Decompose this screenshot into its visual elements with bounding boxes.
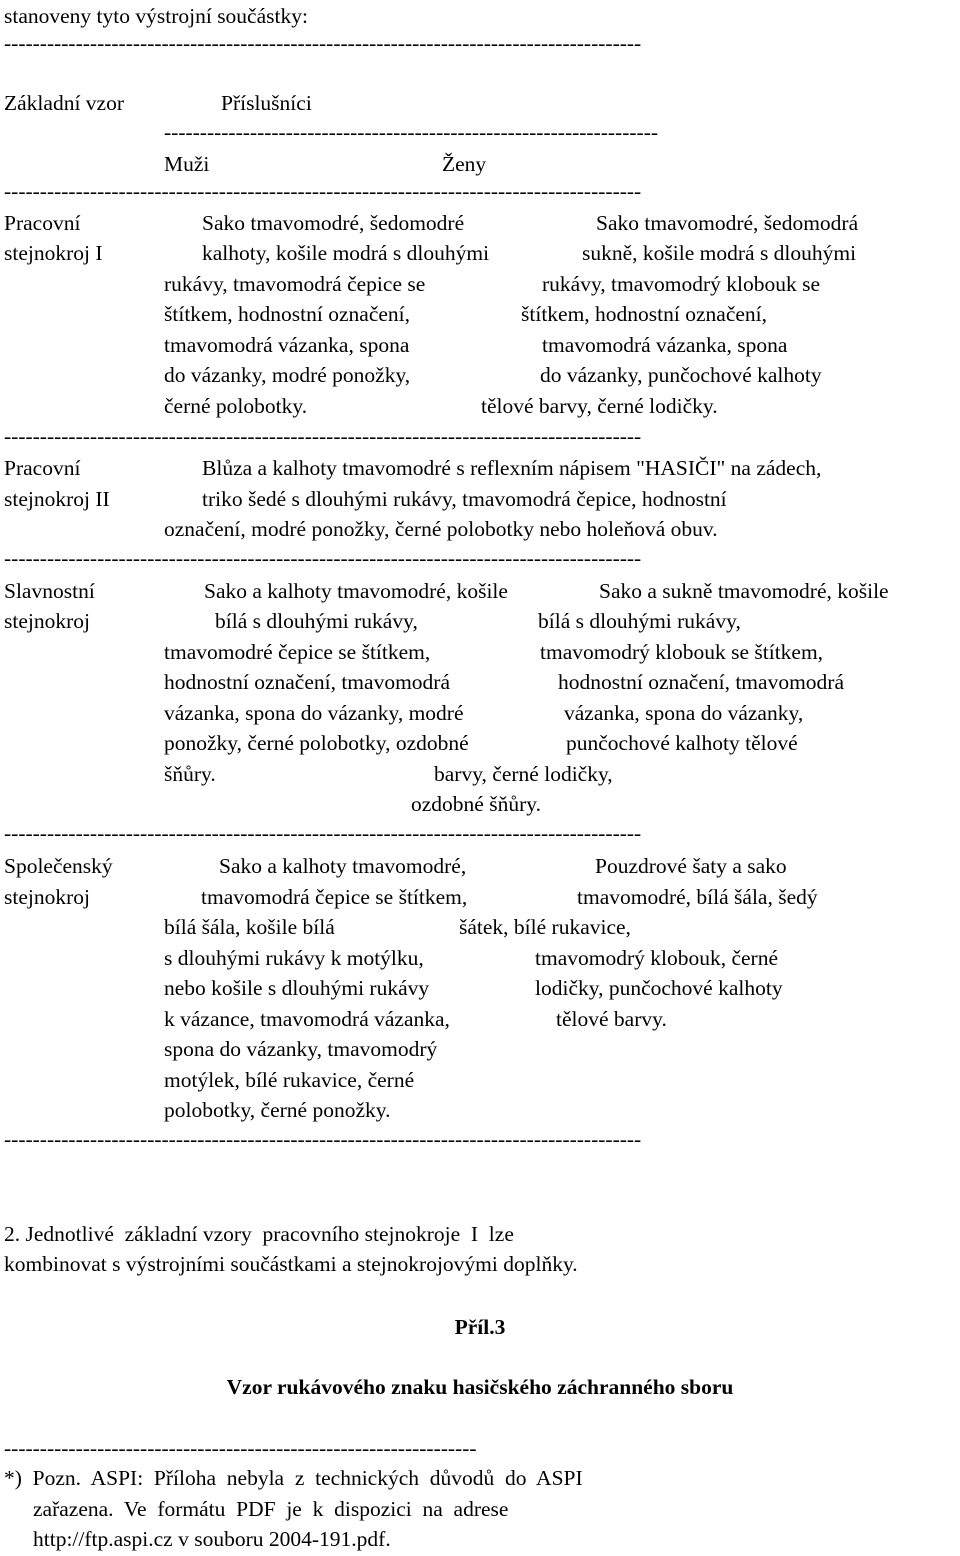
men-text: motýlek, bílé rukavice, černé (164, 1068, 415, 1092)
women-text: tělové barvy. (556, 1007, 667, 1031)
women-text: Sako a sukně tmavomodré, košile (599, 579, 889, 603)
footnote-line: zařazena. Ve formátu PDF je k dispozici na adrese (33, 1497, 509, 1521)
men-text: s dlouhými rukávy k motýlku, (164, 946, 424, 970)
separator-line: ----------------------------------------------------------------------------------------- (4, 1127, 642, 1151)
separator-line: ----------------------------------------------------------------------------------------- (4, 821, 642, 845)
men-text: Sako a kalhoty tmavomodré, košile (204, 579, 508, 603)
women-text: hodnostní označení, tmavomodrá (558, 670, 844, 694)
men-text: bílá šála, košile bílá (164, 915, 335, 939)
women-text: tmavomodrý klobouk, černé (535, 946, 779, 970)
separator-line: ----------------------------------------------------------------------------------------- (4, 179, 642, 203)
uniform-label: Pracovní (4, 211, 81, 235)
men-text: tmavomodrá čepice se štítkem, (201, 885, 468, 909)
men-text: polobotky, černé ponožky. (164, 1098, 391, 1122)
separator-line: ----------------------------------------------------------------------------------------- (4, 546, 642, 570)
uniform-label: Slavnostní (4, 579, 95, 603)
men-text: bílá s dlouhými rukávy, (215, 609, 418, 633)
men-text: vázanka, spona do vázanky, modré (164, 701, 464, 725)
uniform-label: stejnokroj II (4, 487, 110, 511)
men-text: Sako tmavomodré, šedomodré (202, 211, 465, 235)
men-text: šňůry. (164, 762, 216, 786)
women-text: tmavomodrý klobouk se štítkem, (540, 640, 824, 664)
uniform-label: Pracovní (4, 456, 81, 480)
men-text: spona do vázanky, tmavomodrý (164, 1037, 438, 1061)
uniform-text: triko šedé s dlouhými rukávy, tmavomodrá čepice, hodnostní (202, 487, 727, 511)
column-header-women: Ženy (442, 152, 487, 176)
women-text: do vázanky, punčochové kalhoty (540, 363, 822, 387)
men-text: černé polobotky. (164, 394, 308, 418)
men-text: štítkem, hodnostní označení, (164, 302, 411, 326)
women-text: tmavomodrá vázanka, spona (542, 333, 788, 357)
column-header-members: Příslušníci (221, 91, 312, 115)
men-text: nebo košile s dlouhými rukávy (164, 976, 430, 1000)
men-text: k vázance, tmavomodrá vázanka, (164, 1007, 450, 1031)
men-text: rukávy, tmavomodrá čepice se (164, 272, 426, 296)
footnote-link[interactable]: http://ftp.aspi.cz v souboru 2004-191.pdf. (33, 1527, 391, 1551)
women-text: sukně, košile modrá s dlouhými (582, 241, 857, 265)
uniform-label: stejnokroj (4, 885, 90, 909)
men-text: tmavomodré čepice se štítkem, (164, 640, 431, 664)
women-text: štítkem, hodnostní označení, (521, 302, 768, 326)
paragraph-line: kombinovat s výstrojními součástkami a stejnokrojovými doplňky. (4, 1252, 578, 1276)
intro-text: stanoveny tyto výstrojní součástky: (4, 4, 308, 28)
women-text: Pouzdrové šaty a sako (595, 854, 787, 878)
uniform-label: stejnokroj (4, 609, 90, 633)
men-text: do vázanky, modré ponožky, (164, 363, 411, 387)
column-header-men: Muži (164, 152, 210, 176)
men-text: Sako a kalhoty tmavomodré, (219, 854, 467, 878)
women-text: lodičky, punčochové kalhoty (535, 976, 783, 1000)
uniform-label: Společenský (4, 854, 113, 878)
men-text: ponožky, černé polobotky, ozdobné (164, 731, 469, 755)
uniform-label: stejnokroj I (4, 241, 103, 265)
separator-line: ----------------------------------------------------------------------------------------- (4, 424, 642, 448)
women-text: tělové barvy, černé lodičky. (481, 394, 718, 418)
women-text: punčochové kalhoty tělové (566, 731, 798, 755)
annex-number: Příl.3 (454, 1315, 506, 1339)
footnote-line: *) Pozn. ASPI: Příloha nebyla z technických důvodů do ASPI (4, 1466, 583, 1490)
men-text: hodnostní označení, tmavomodrá (164, 670, 450, 694)
men-text: kalhoty, košile modrá s dlouhými (202, 241, 490, 265)
paragraph-line: 2. Jednotlivé základní vzory pracovního stejnokroje I lze (4, 1222, 514, 1246)
separator-line: --------------------------------------------------------------------- (164, 120, 659, 144)
separator-line: ----------------------------------------------------------------------------------------- (4, 31, 642, 55)
women-text: Sako tmavomodré, šedomodrá (596, 211, 859, 235)
women-text: šátek, bílé rukavice, (459, 915, 631, 939)
women-text: barvy, černé lodičky, (434, 762, 613, 786)
women-text: tmavomodré, bílá šála, šedý (577, 885, 818, 909)
annex-title: Vzor rukávového znaku hasičského záchranného sboru (226, 1375, 734, 1399)
women-text: vázanka, spona do vázanky, (564, 701, 804, 725)
men-text: tmavomodrá vázanka, spona (164, 333, 410, 357)
women-text: ozdobné šňůry. (411, 792, 541, 816)
women-text: bílá s dlouhými rukávy, (538, 609, 741, 633)
column-header-base: Základní vzor (4, 91, 124, 115)
footnote-separator: ------------------------------------------------------------------ (4, 1436, 477, 1460)
uniform-text: Blůza a kalhoty tmavomodré s reflexním nápisem "HASIČI" na zádech, (202, 456, 822, 480)
uniform-text: označení, modré ponožky, černé polobotky nebo holeňová obuv. (164, 517, 718, 541)
women-text: rukávy, tmavomodrý klobouk se (542, 272, 821, 296)
